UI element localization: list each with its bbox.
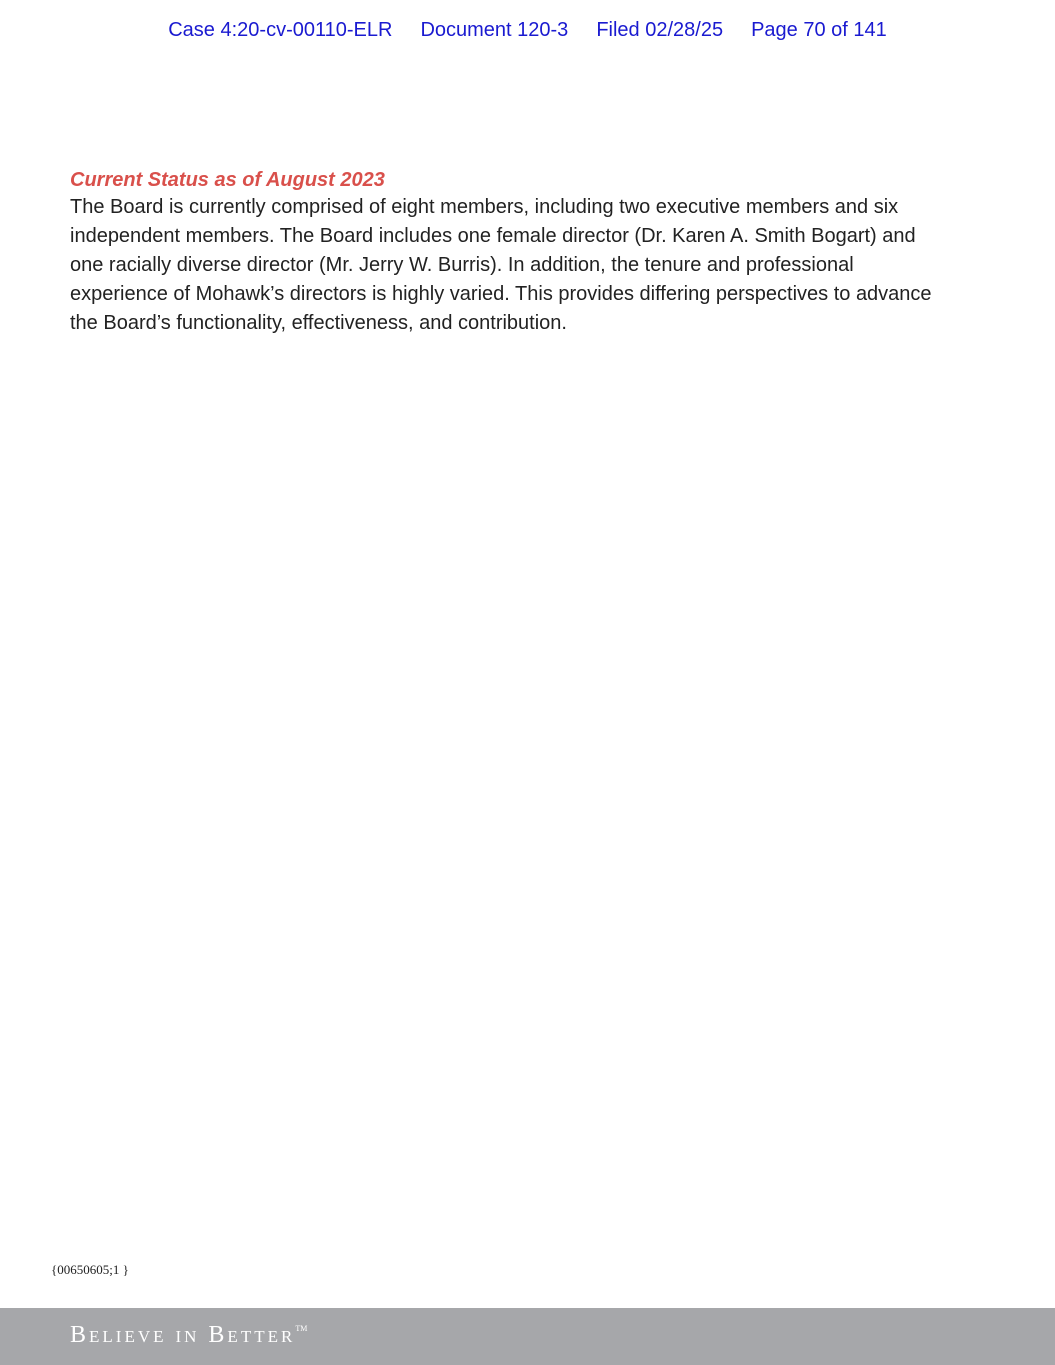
footer-tagline (70, 1322, 307, 1349)
trademark-symbol: TM (295, 1324, 308, 1333)
body-line: the Board’s functionality, effectiveness, and contribution. (70, 312, 567, 334)
body-line: The Board is currently comprised of eight members, including two executive members and six (70, 196, 899, 218)
section-body (70, 193, 1000, 338)
section-heading: Current Status as of August 2023 (70, 169, 385, 191)
document-number: Document 120-3 (420, 19, 569, 41)
document-id: {00650605;1 } (51, 1262, 129, 1277)
filed-date: Filed 02/28/25 (596, 19, 724, 41)
case-number: Case 4:20-cv-00110-ELR (168, 19, 393, 41)
tagline-text: Believe in Better (70, 1322, 296, 1348)
page-number: Page 70 of 141 (751, 19, 887, 41)
body-line: experience of Mohawk’s directors is highly varied. This provides differing perspectives to advance (70, 283, 932, 305)
body-line: independent members. The Board includes one female director (Dr. Karen A. Smith Bogart) and (70, 225, 916, 247)
court-filing-header (0, 19, 1055, 42)
body-line: one racially diverse director (Mr. Jerry W. Burris). In addition, the tenure and professional (70, 254, 854, 276)
